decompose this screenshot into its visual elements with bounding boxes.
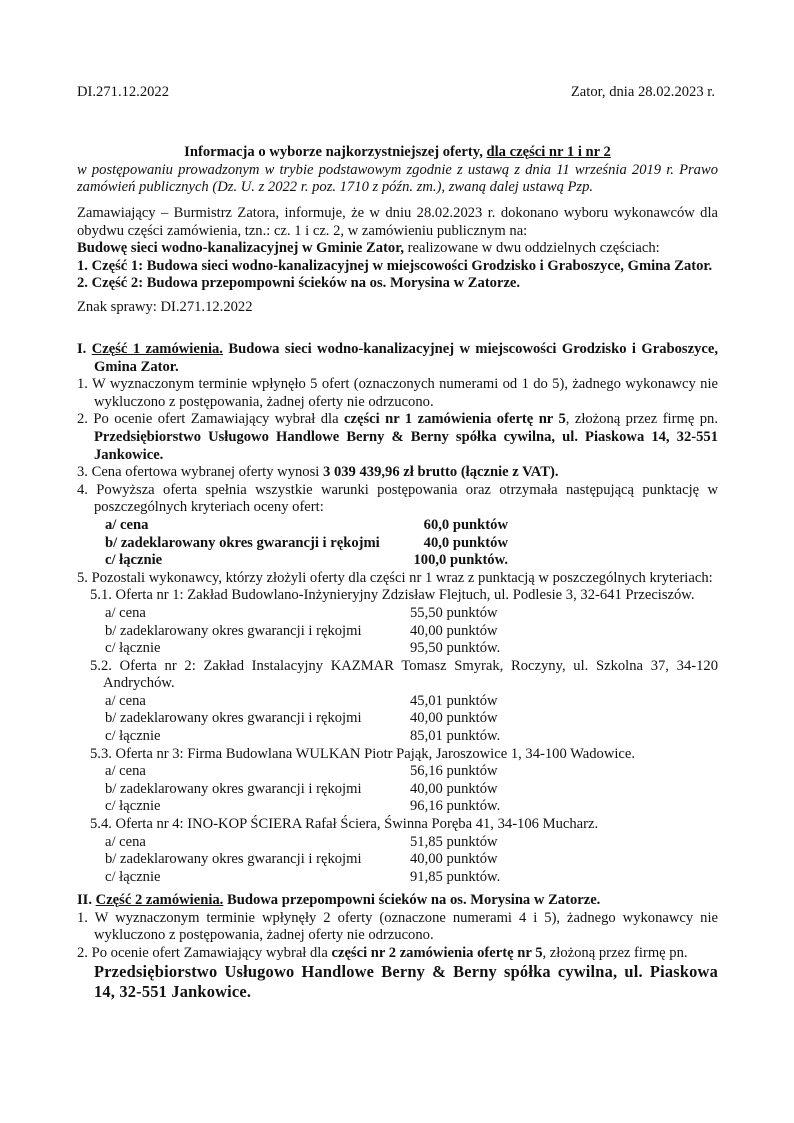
part-2-line: 2. Część 2: Budowa przepompowni ścieków na os. Morysina w Zatorze. (77, 275, 521, 292)
score-row: c/ łącznie 95,50 punktów. (105, 640, 501, 657)
other-offer (77, 746, 718, 816)
section-1-heading: I. Część 1 zamówienia. Budowa sieci wodno-kanalizacyjnej w miejscowości Grodzisko i Graboszyce, Gmina Zator. (77, 341, 718, 375)
intro-paragraph: Zamawiający – Burmistrz Zatora, informuje, że w dniu 28.02.2023 r. dokonano wyboru wykonawców dla obydwu części zamówienia, tzn.: cz. 1 i cz. 2, w zamówieniu publicznym na: (77, 205, 718, 239)
score-row: a/ cena 51,85 punktów (105, 833, 498, 850)
other-offer (77, 816, 718, 886)
part-1-line: 1. Część 1: Budowa sieci wodno-kanalizacyjnej w miejscowości Grodzisko i Graboszyce, Gmina Zator. (77, 257, 713, 274)
section-1-item-3: 3. Cena ofertowa wybranej oferty wynosi 3 039 439,96 zł brutto (łącznie z VAT). (77, 464, 559, 481)
section-1-item-2: 2. Po ocenie ofert Zamawiający wybrał dla części nr 1 zamówienia ofertę nr 5, złożoną przez firmę pn. Przedsiębiorstwo Usługowo Handlowe Berny & Berny spółka cywilna, ul. Piaskowa 14, 32-551 Jankowice. (77, 411, 718, 463)
section-1-item-1: 1. W wyznaczonym terminie wpłynęło 5 ofert (oznaczonych numerami od 1 do 5), żadnego wykonawcy nie wykluczono z postępowania, żadnej oferty nie odrzucono. (77, 376, 718, 410)
score-row: a/ cena 56,16 punktów (105, 763, 498, 780)
offer-title: 5.2. Oferta nr 2: Zakład Instalacyjny KAZMAR Tomasz Smyrak, Roczyny, ul. Szkolna 37, 34-120 Andrychów. (90, 657, 718, 692)
score-row: c/ łącznie 91,85 punktów. (105, 868, 501, 885)
document-title: Informacja o wyborze najkorzystniejszej oferty, dla części nr 1 i nr 2 (184, 144, 611, 160)
score-row: b/ zadeklarowany okres gwarancji i rękojmi 40,00 punktów (105, 622, 498, 639)
winning-price: 3 039 439,96 zł brutto (łącznie z VAT). (323, 464, 559, 481)
offer-title: 5.1. Oferta nr 1: Zakład Budowlano-Inżynieryjny Zdzisław Flejtuch, ul. Podlesie 3, 32-641 Przeciszów. (90, 587, 695, 604)
score-row: c/ łącznie 96,16 punktów. (105, 798, 501, 815)
winning-company: Przedsiębiorstwo Usługowo Handlowe Berny & Berny spółka cywilna, ul. Piaskowa 14, 32-551 Jankowice. (94, 428, 718, 463)
selected-scores (77, 517, 718, 570)
case-number: Znak sprawy: DI.271.12.2022 (77, 299, 253, 315)
intro-section (77, 205, 718, 293)
reference-number: DI.271.12.2022 (77, 84, 170, 100)
offer-title: 5.3. Oferta nr 3: Firma Budowlana WULKAN Piotr Pająk, Jaroszowice 1, 34-100 Wadowice. (90, 745, 636, 762)
subject-line: Budowę sieci wodno-kanalizacyjnej w Gminie Zator, realizowane w dwu oddzielnych częściach: (77, 240, 660, 257)
section-1-item-4: 4. Powyższa oferta spełnia wszystkie warunki postępowania oraz otrzymała następującą punktację w poszczególnych kryteriach oceny ofert: (77, 481, 718, 516)
score-row: a/ cena 60,0 punktów (105, 516, 508, 533)
document-subtitle: w postępowaniu prowadzonym w trybie podstawowym zgodnie z ustawą z dnia 11 września 2019 r. Prawo zamówień publicznych (Dz. U. z 2022 r. poz. 1710 z późn. zm.), zwaną dalej ustawą Pzp. (77, 161, 718, 196)
score-row: a/ cena 55,50 punktów (105, 604, 498, 621)
score-row: b/ zadeklarowany okres gwarancji i rękojmi 40,0 punktów (105, 534, 508, 551)
score-row: b/ zadeklarowany okres gwarancji i rękojmi 40,00 punktów (105, 710, 498, 727)
section-2-heading: II. Część 2 zamówienia. Budowa przepompowni ścieków na os. Morysina w Zatorze. (77, 892, 601, 908)
section-part-1 (77, 341, 718, 886)
score-row: a/ cena 45,01 punktów (105, 692, 498, 709)
section-1-item-5: 5. Pozostali wykonawcy, którzy złożyli oferty dla części nr 1 wraz z punktacją w poszczególnych kryteriach: (77, 569, 713, 586)
score-row: b/ zadeklarowany okres gwarancji i rękojmi 40,00 punktów (105, 780, 498, 797)
score-row: c/ łącznie 100,0 punktów. (105, 552, 508, 569)
winning-company-part-2: Przedsiębiorstwo Usługowo Handlowe Berny & Berny spółka cywilna, ul. Piaskowa 14, 32-551 Jankowice. (94, 962, 718, 1002)
section-2-item-2: 2. Po ocenie ofert Zamawiający wybrał dla części nr 2 zamówienia ofertę nr 5, złożoną przez firmę pn. (77, 944, 688, 961)
score-row: c/ łącznie 85,01 punktów. (105, 728, 501, 745)
other-offer (77, 658, 718, 746)
score-row: b/ zadeklarowany okres gwarancji i rękojmi 40,00 punktów (105, 851, 498, 868)
title-parts: dla części nr 1 i nr 2 (486, 144, 611, 160)
offer-title: 5.4. Oferta nr 4: INO-KOP ŚCIERA Rafał Ściera, Świnna Poręba 41, 34-106 Mucharz. (90, 816, 599, 833)
other-offer (77, 587, 718, 657)
section-2-item-1: 1. W wyznaczonym terminie wpłynęły 2 oferty (oznaczone numerami 4 i 5), żadnego wykonawcy nie wykluczono z postępowania, żadnej oferty nie odrzucono. (77, 909, 718, 944)
place-date: Zator, dnia 28.02.2023 r. (570, 84, 715, 100)
title-block (77, 144, 718, 197)
section-part-2 (77, 892, 718, 1002)
document-header (77, 84, 718, 102)
